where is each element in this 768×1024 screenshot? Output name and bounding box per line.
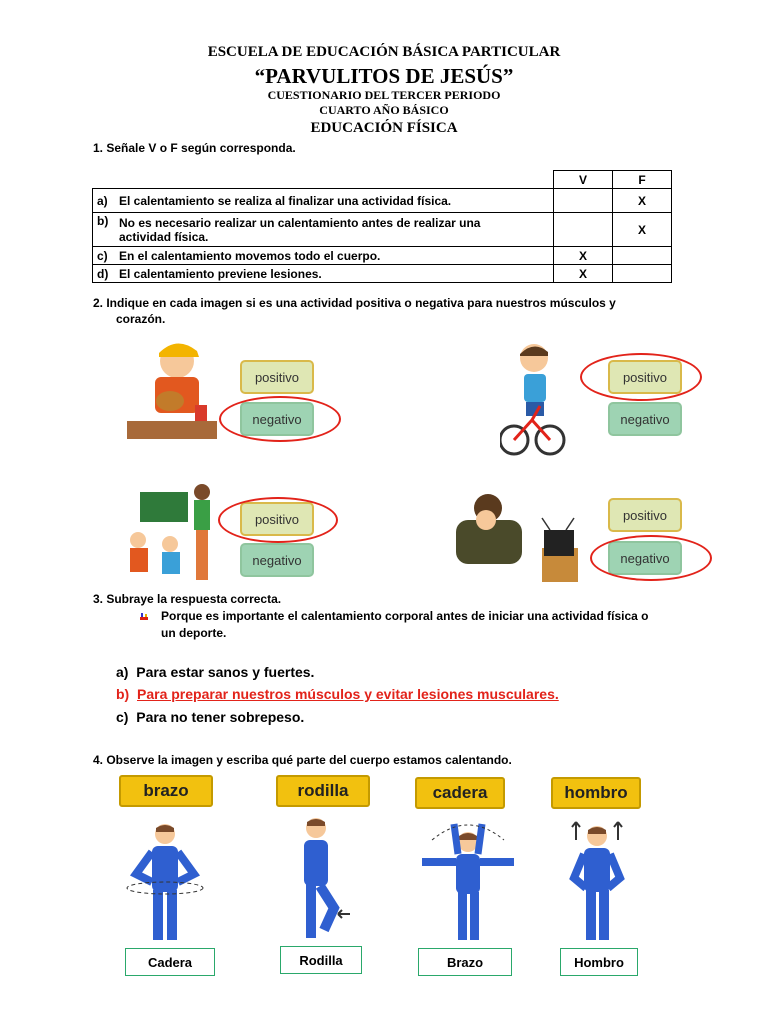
option-b[interactable]: b) Para preparar nuestros músculos y evitar lesiones musculares. bbox=[116, 686, 559, 702]
answer-circle bbox=[219, 396, 341, 442]
positive-option[interactable]: positivo bbox=[608, 360, 682, 394]
school-name: ESCUELA DE EDUCACIÓN BÁSICA PARTICULAR bbox=[207, 44, 561, 60]
negative-option[interactable]: negativo bbox=[608, 402, 682, 436]
v-cell[interactable] bbox=[554, 189, 613, 213]
answer-box-cadera[interactable]: Cadera bbox=[125, 948, 215, 976]
option-a[interactable]: a) Para estar sanos y fuertes. bbox=[116, 664, 315, 680]
negative-option[interactable]: negativo bbox=[240, 543, 314, 577]
q4-title: 4. Observe la imagen y escriba qué parte del cuerpo estamos calentando. bbox=[93, 753, 512, 767]
tag-brazo: brazo bbox=[119, 775, 213, 807]
shoulder-shrug-figure bbox=[562, 816, 632, 944]
negative-option[interactable]: negativo bbox=[240, 402, 314, 436]
arm-stretch-figure bbox=[418, 816, 518, 944]
school-title: “PARVULITOS DE JESÚS” bbox=[254, 64, 514, 88]
positive-option[interactable]: positivo bbox=[240, 360, 314, 394]
questionnaire-title: CUESTIONARIO DEL TERCER PERIODO bbox=[267, 88, 501, 102]
q3-prompt-line2: un deporte. bbox=[161, 626, 227, 640]
col-f-header: F bbox=[613, 171, 672, 189]
f-cell[interactable]: X bbox=[613, 213, 672, 247]
positive-option[interactable]: positivo bbox=[608, 498, 682, 532]
q2-title-line1: 2. Indique en cada imagen si es una actividad positiva o negativa para nuestros músculos y bbox=[93, 296, 616, 310]
tag-rodilla: rodilla bbox=[276, 775, 370, 807]
answer-circle bbox=[218, 497, 338, 543]
table-row: c) En el calentamiento movemos todo el cuerpo. X bbox=[93, 247, 672, 265]
tag-hombro: hombro bbox=[551, 777, 641, 809]
table-row: a) El calentamiento se realiza al finalizar una actividad física. X bbox=[93, 189, 672, 213]
subject-title: EDUCACIÓN FÍSICA bbox=[310, 120, 458, 136]
riding-bicycle-image bbox=[500, 340, 566, 460]
answer-circle bbox=[580, 353, 702, 401]
col-v-header: V bbox=[554, 171, 613, 189]
watching-tv-image bbox=[452, 490, 582, 586]
q2-title-line2: corazón. bbox=[116, 312, 166, 326]
knee-raise-figure bbox=[284, 816, 354, 944]
q1-title: 1. Señale V o F según corresponda. bbox=[93, 141, 296, 155]
f-cell[interactable] bbox=[613, 265, 672, 283]
eating-junk-food-image bbox=[125, 333, 220, 441]
q3-title: 3. Subraye la respuesta correcta. bbox=[93, 592, 282, 606]
grade-title: CUARTO AÑO BÁSICO bbox=[319, 103, 449, 117]
option-c[interactable]: c) Para no tener sobrepeso. bbox=[116, 709, 305, 725]
dancing-image bbox=[120, 478, 220, 584]
f-cell[interactable]: X bbox=[613, 189, 672, 213]
answer-box-brazo[interactable]: Brazo bbox=[418, 948, 512, 976]
v-cell[interactable]: X bbox=[554, 265, 613, 283]
negative-option[interactable]: negativo bbox=[608, 541, 682, 575]
hip-rotation-figure bbox=[122, 822, 208, 948]
answer-box-hombro[interactable]: Hombro bbox=[560, 948, 638, 976]
answer-box-rodilla[interactable]: Rodilla bbox=[280, 946, 362, 974]
positive-option[interactable]: positivo bbox=[240, 502, 314, 536]
v-cell[interactable] bbox=[554, 213, 613, 247]
bullet-icon bbox=[138, 611, 150, 623]
tag-cadera: cadera bbox=[415, 777, 505, 809]
table-row: d) El calentamiento previene lesiones. X bbox=[93, 265, 672, 283]
v-cell[interactable]: X bbox=[554, 247, 613, 265]
table-row: b) No es necesario realizar un calentamiento antes de realizar una actividad física. X bbox=[93, 213, 672, 247]
vf-table bbox=[92, 170, 672, 283]
q3-prompt-line1: Porque es importante el calentamiento corporal antes de iniciar una actividad física o bbox=[161, 609, 649, 623]
answer-circle bbox=[590, 535, 712, 581]
f-cell[interactable] bbox=[613, 247, 672, 265]
